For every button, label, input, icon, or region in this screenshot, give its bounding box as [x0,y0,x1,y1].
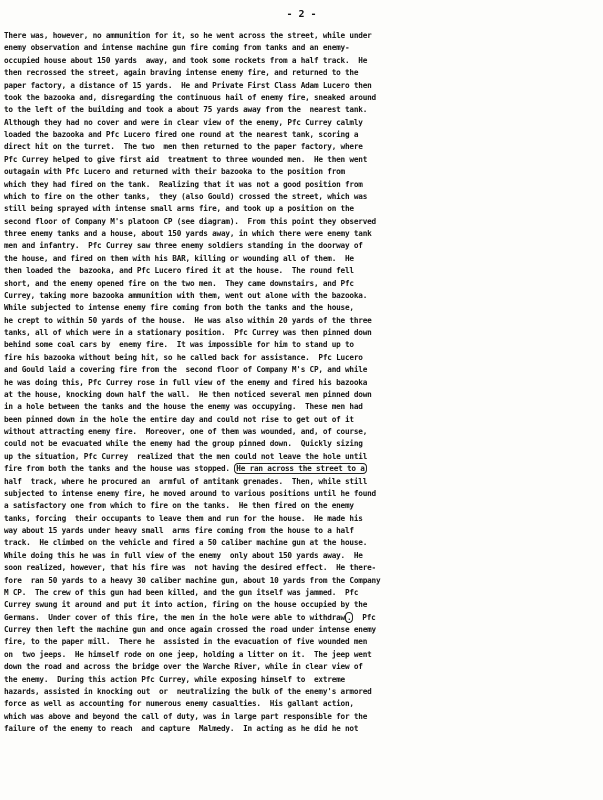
text-line [4,624,601,636]
text-line [4,525,601,537]
text-line [4,401,601,413]
text-line-content: three enemy tanks and a house, about 150 yards away, in which there were enemy tank [4,229,372,238]
text-line [4,550,601,562]
text-line [4,426,601,438]
text-line [4,711,601,723]
text-line-content: behind some coal cars by enemy fire. It was impossible for him to stand up to [4,340,354,350]
text-line [4,513,601,525]
text-line [4,278,601,290]
text-line [4,92,601,104]
text-line-tail: Pfc [353,612,376,622]
text-line [4,154,601,166]
text-line [4,438,601,450]
text-line-content: he was doing this, Pfc Currey rose in full view of the enemy and fired his bazooka [4,377,368,387]
text-line [4,80,601,92]
text-line-content: which they had fired on the tank. Realizing that it was not a good position from [4,179,363,189]
text-line-content: subjected to intense enemy fire, he moved around to various positions until he found [4,488,376,498]
text-line-content: half track, where he procured an armful of antitank grenades. Then, while still [4,476,368,486]
text-line [4,364,601,376]
text-line [4,253,601,265]
text-line-content: second floor of Company M's platoon CP (see diagram). From this point they observed [4,216,376,226]
text-line-content: While doing this he was in full view of the enemy only about 150 yards away. He [4,550,363,560]
text-line-content: occupied house about 150 yards away, and took some rockets from a half track. He [4,55,368,65]
text-line-content: up the situation, Pfc Currey realized that the men could not leave the hole until [4,451,368,461]
text-line-content: without attracting enemy fire. Moreover, one of them was wounded, and, of course, [4,427,368,436]
text-line-content: Currey swung it around and put it into action, firing on the house occupied by the [4,600,368,610]
text-line-content: took the bazooka and, disregarding the continuous hail of enemy fire, sneaked around [4,92,376,102]
text-line-content: could not be evacuated while the enemy had the group pinned down. Quickly sizing [4,439,363,449]
text-line-content: outagain with Pfc Lucero and returned with their bazooka to the position from [4,167,345,177]
text-line-content: soon realized, however, that his fire was not having the desired effect. He there- [4,563,376,573]
text-line [4,562,601,574]
text-line [4,451,601,463]
text-line [4,723,601,735]
text-line [4,500,601,512]
text-line-content: Although they had no cover and were in clear view of the enemy, Pfc Currey calmly [4,117,363,127]
text-line [4,315,601,327]
text-line [4,179,601,191]
text-line [4,216,601,228]
text-line [4,67,601,79]
text-line-content: Pfc Currey helped to give first aid treatment to three wounded men. He then went [4,154,368,164]
text-line-content: Germans. Under cover of this fire, the men in the hole were able to withdraw [4,612,345,622]
text-line [4,302,601,314]
text-line [4,42,601,54]
text-line-content: in a hole between the tanks and the house the enemy was occupying. These men had [4,402,363,412]
text-line-content: Currey, taking more bazooka ammunition with them, went out alone with the bazooka. [4,290,368,300]
text-line [4,352,601,364]
text-line [4,327,601,339]
text-line-content: While subjected to intense enemy fire coming from both the tanks and the house, [4,303,354,313]
text-line-content: men and infantry. Pfc Currey saw three enemy soldiers standing in the doorway of [4,241,363,251]
body-text [4,30,601,735]
text-line-content: tanks, all of which were in a stationary position. Pfc Currey was then pinned down [4,328,372,337]
text-line [4,265,601,277]
text-line-content: paper factory, a distance of 15 yards. He and Private First Class Adam Lucero then [4,80,372,90]
text-line-content: then loaded the bazooka, and Pfc Lucero fired it at the house. The round fell [4,266,354,276]
text-line [4,599,601,611]
text-line-content: then recrossed the street, again braving intense enemy fire, and returned to the [4,68,359,78]
text-line-content: he crept to within 50 yards of the house. He was also within 20 yards of the three [4,315,372,325]
text-line-content: way about 15 yards under heavy small arms fire coming from the house to a half [4,526,354,535]
text-line-content: force as well as accounting for numerous enemy casualties. His gallant action, [4,699,354,709]
text-line-content: track. He climbed on the vehicle and fired a 50 caliber machine gun at the house. [4,538,368,548]
text-line [4,686,601,698]
text-line-content: short, and the enemy opened fire on the two men. They came downstairs, and Pfc [4,278,354,288]
text-line [4,240,601,252]
text-line [4,488,601,500]
text-line [4,537,601,549]
text-line-content: hazards, assisted in knocking out or neutralizing the bulk of the enemy's armored [4,686,372,696]
text-line-content: M CP. The crew of this gun had been killed, and the gun itself was jammed. Pfc [4,587,359,597]
text-line-content: down the road and across the bridge over the Warche River, while in clear view of [4,662,363,672]
text-line [4,377,601,389]
text-line-content: fire, to the paper mill. There he assisted in the evacuation of five wounded men [4,637,368,647]
text-line-content: There was, however, no ammunition for it, so he went across the street, while under [4,31,372,40]
text-line-content: on two jeeps. He himself rode on one jeep, holding a litter on it. The jeep went [4,649,372,659]
text-line-content: the enemy. During this action Pfc Currey, while exposing himself to extreme [4,674,345,684]
text-line [4,587,601,599]
text-line-content: fore ran 50 yards to a heavy 30 caliber machine gun, about 10 yards from the Company [4,575,381,585]
text-line-content: the house, and fired on them with his BAR, killing or wounding all of them. He [4,253,354,263]
text-line [4,575,601,587]
text-line [4,203,601,215]
text-line [4,55,601,67]
text-line [4,463,601,475]
text-line [4,674,601,686]
text-line [4,166,601,178]
text-line [4,228,601,240]
text-line [4,389,601,401]
handwritten-bracket-mark: . [346,612,352,622]
text-line [4,649,601,661]
text-line [4,104,601,116]
text-line [4,141,601,153]
text-line-content: been pinned down in the hole the entire day and could not rise to get out of it [4,414,354,424]
text-line [4,339,601,351]
text-line-content: direct hit on the turret. The two men then returned to the paper factory, where [4,142,363,152]
text-line [4,30,601,42]
text-line [4,117,601,129]
text-line-content: still being sprayed with intense small arms fire, and took up a position on the [4,204,354,214]
text-line-content: failure of the enemy to reach and capture Malmedy. In acting as he did he not [4,724,359,733]
text-line-content: which to fire on the other tanks, they (also Gould) crossed the street, which was [4,191,368,201]
text-line [4,191,601,203]
text-line [4,612,601,624]
text-line-content: fire his bazooka without being hit, so he called back for assistance. Pfc Lucero [4,352,363,362]
text-line [4,129,601,141]
text-line-content: a satisfactory one from which to fire on the tanks. He then fired on the enemy [4,501,354,511]
text-line-content: tanks, forcing their occupants to leave them and run for the house. He made his [4,513,363,523]
text-line-content: to the left of the building and took a about 75 yards away from the nearest tank. [4,105,368,115]
text-line [4,661,601,673]
text-line-content: which was above and beyond the call of duty, was in large part responsible for the [4,711,368,721]
text-line-content: at the house, knocking down half the wall. He then noticed several men pinned down [4,389,372,399]
text-line-content: fire from both the tanks and the house was stopped. [4,464,235,474]
text-line [4,636,601,648]
text-line [4,414,601,426]
text-line-content: Currey then left the machine gun and once again crossed the road under intense enemy [4,625,376,634]
text-line [4,698,601,710]
page-number: - 2 - [286,9,317,20]
text-line [4,290,601,302]
text-line-content: and Gould laid a covering fire from the second floor of Company M's CP, and while [4,365,368,375]
text-line-content: enemy observation and intense machine gun fire coming from tanks and an enemy- [4,43,350,53]
text-line [4,476,601,488]
handwritten-bracket-mark: He ran across the street to a [236,464,365,474]
text-line-content: loaded the bazooka and Pfc Lucero fired one round at the nearest tank, scoring a [4,130,359,139]
